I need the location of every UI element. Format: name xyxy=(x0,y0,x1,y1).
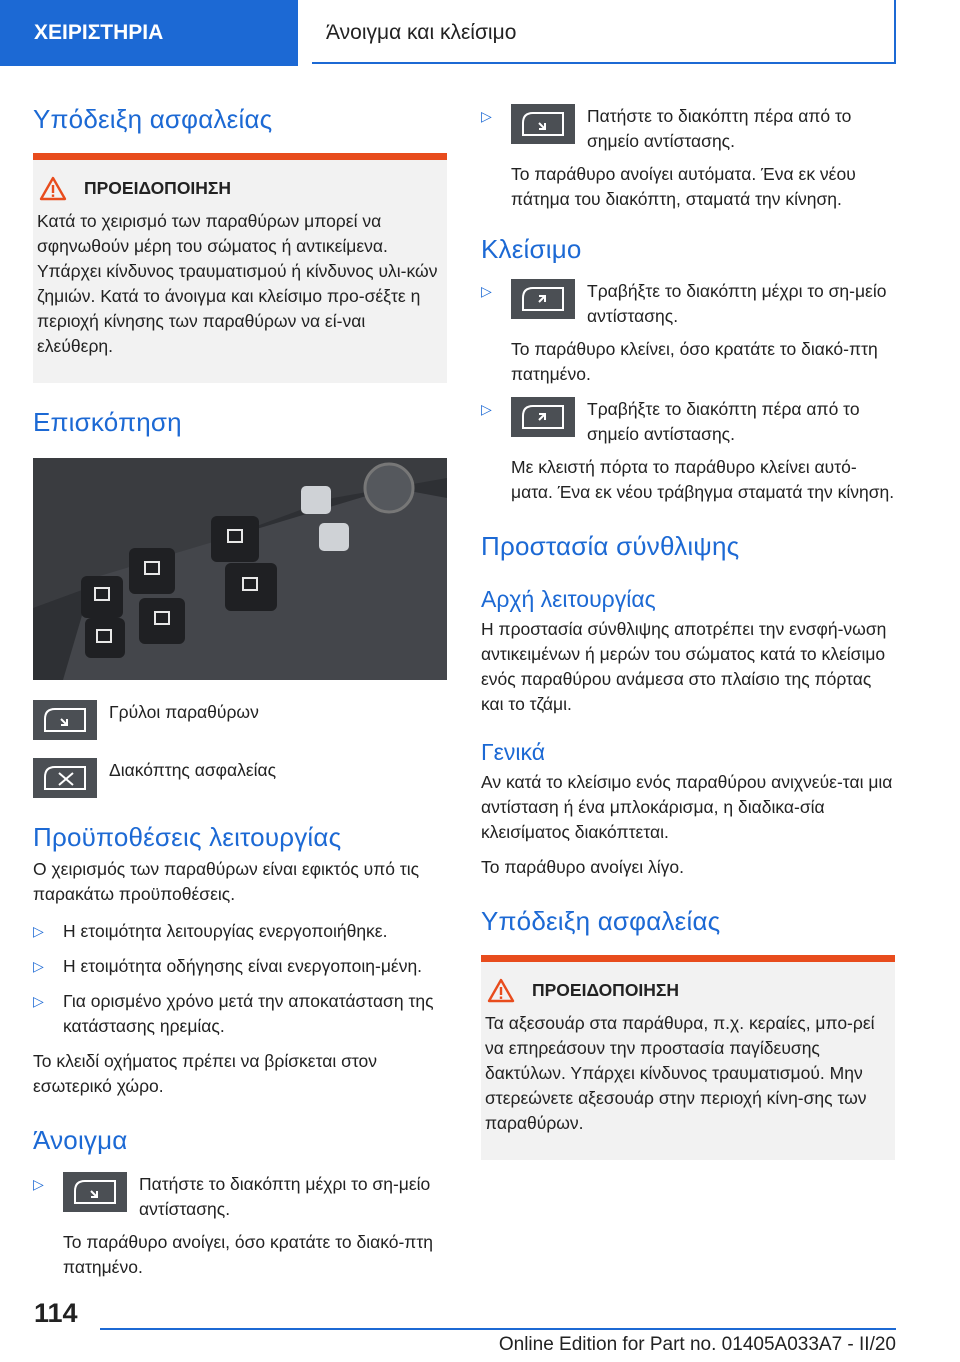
window-switch-icon xyxy=(33,700,97,740)
bullet-icon: ▷ xyxy=(33,923,44,939)
warning-header xyxy=(481,978,895,1003)
step xyxy=(481,104,895,154)
warning-label: ΠΡΟΕΙΔΟΠΟΙΗΣΗ xyxy=(84,178,232,198)
bullet-icon: ▷ xyxy=(481,108,492,124)
footer-rule xyxy=(100,1328,896,1330)
step xyxy=(33,1172,447,1222)
bullet-icon: ▷ xyxy=(481,283,492,299)
bullet-icon: ▷ xyxy=(33,993,44,1009)
principle-text: Η προστασία σύνθλιψης αποτρέπει την ενσφή-νωση αντικειμένων ή μερών του σώματος κατά το κλείσιμο ενός παραθύρου ανάμεσα στο πλαίσιο της πόρτας και το τζάμι. xyxy=(481,619,887,714)
legend-item-window-switches xyxy=(33,700,447,740)
window-switch-icon xyxy=(63,1172,127,1212)
window-switch-photo xyxy=(33,458,447,680)
page-number: 114 xyxy=(34,1298,78,1328)
list-item xyxy=(33,989,447,1039)
legend-label: Διακόπτης ασφαλείας xyxy=(109,760,277,780)
bullet-icon: ▷ xyxy=(481,401,492,417)
step-result: Το παράθυρο κλείνει, όσο κρατάτε το διακό-πτη πατημένο. xyxy=(511,339,878,384)
warning-header xyxy=(33,176,447,201)
list-item xyxy=(33,954,447,979)
warning-label: ΠΡΟΕΙΔΟΠΟΙΗΣΗ xyxy=(532,980,680,1000)
step-text: Τραβήξτε το διακόπτη μέχρι το ση-μείο αντίστασης. xyxy=(587,281,887,326)
safety-heading-2: Υπόδειξη ασφαλείας xyxy=(481,906,721,936)
legend-label: Γρύλοι παραθύρων xyxy=(109,702,259,722)
step-result: Το παράθυρο ανοίγει αυτόματα. Ένα εκ νέου πάτημα του διακόπτη, σταματά την κίνηση. xyxy=(511,164,856,209)
warning-box xyxy=(33,160,447,383)
warning-text: Τα αξεσουάρ στα παράθυρα, π.χ. κεραίες, μπο-ρεί να επηρεάσουν την προστασία παγίδευσης δακτύλων. Υπάρχει κίνδυνος τραυματισμού. Μην στερεώνετε αξεσουάρ στην περιοχή κίνη-σης των παραθύρων. xyxy=(485,1013,875,1133)
warning-triangle-icon xyxy=(486,978,516,1003)
bullet-icon: ▷ xyxy=(33,958,44,974)
step-text: Τραβήξτε το διακόπτη πέρα από το σημείο αντίστασης. xyxy=(587,399,860,444)
warning-box xyxy=(481,962,895,1160)
overview-heading: Επισκόπηση xyxy=(33,407,182,437)
edition-text: Online Edition for Part no. 01405A033A7 - II/20 xyxy=(498,1334,896,1355)
general-text: Αν κατά το κλείσιμο ενός παραθύρου ανιχνεύε-ται μια αντίσταση ή ένα μπλοκάρισμα, η διαδικα-σία κλεισίματος διακόπτεται. xyxy=(481,772,893,842)
warning-text: Κατά το χειρισμό των παραθύρων μπορεί να σφηνωθούν μέρη του σώματος ή αντικείμενα. Υπάρχει κίνδυνος τραυματισμού ή κίνδυνος υλι-κών ζημιών. Κατά το άνοιγμα και κλείσιμο προ-σέξτε η περιοχή κίνησης των παραθύρων να εί-ναι ελεύθερη. xyxy=(37,211,438,356)
step-result: Με κλειστή πόρτα το παράθυρο κλείνει αυτό-ματα. Ένα εκ νέου τράβηγμα σταματά την κίνηση. xyxy=(511,457,895,502)
general-heading: Γενικά xyxy=(481,739,546,765)
pinch-heading: Προστασία σύνθλιψης xyxy=(481,531,740,561)
prereq-note: Το κλειδί οχήματος πρέπει να βρίσκεται στον εσωτερικό χώρο. xyxy=(33,1051,378,1096)
step-text: Πατήστε το διακόπτη πέρα από το σημείο αντίστασης. xyxy=(587,106,852,151)
prereq-intro: Ο χειρισμός των παραθύρων είναι εφικτός υπό τις παρακάτω προϋποθέσεις. xyxy=(33,859,420,904)
step xyxy=(481,279,895,329)
window-switch-icon xyxy=(511,279,575,319)
warning-bar xyxy=(33,153,447,160)
step-result: Το παράθυρο ανοίγει, όσο κρατάτε το διακό-πτη πατημένο. xyxy=(63,1232,434,1277)
general-text: Το παράθυρο ανοίγει λίγο. xyxy=(481,857,685,877)
warning-bar xyxy=(481,955,895,962)
window-switch-icon xyxy=(511,104,575,144)
list-item-text: Η ετοιμότητα οδήγησης είναι ενεργοποιη-μένη. xyxy=(63,956,423,976)
step xyxy=(481,397,895,447)
list-item xyxy=(33,919,447,944)
list-item-text: Η ετοιμότητα λειτουργίας ενεργοποιήθηκε. xyxy=(63,921,388,941)
legend-item-safety-switch xyxy=(33,758,447,798)
prereq-heading: Προϋποθέσεις λειτουργίας xyxy=(33,822,342,852)
safety-heading: Υπόδειξη ασφαλείας xyxy=(33,104,273,134)
window-switch-icon xyxy=(511,397,575,437)
left-column xyxy=(33,92,447,1280)
step-text: Πατήστε το διακόπτη μέχρι το ση-μείο αντίστασης. xyxy=(139,1174,431,1219)
chapter-title: Άνοιγμα και κλείσιμο xyxy=(312,0,896,64)
list-item-text: Για ορισμένο χρόνο μετά την αποκατάσταση της κατάστασης ηρεμίας. xyxy=(63,991,434,1036)
right-column xyxy=(481,92,895,1160)
section-tab: ΧΕΙΡΙΣΤΗΡΙΑ xyxy=(0,0,298,66)
open-heading: Άνοιγμα xyxy=(33,1125,128,1155)
safety-switch-icon xyxy=(33,758,97,798)
bullet-icon: ▷ xyxy=(33,1176,44,1192)
close-heading: Κλείσιμο xyxy=(481,234,582,264)
principle-heading: Αρχή λειτουργίας xyxy=(481,586,656,612)
warning-triangle-icon xyxy=(38,176,68,201)
